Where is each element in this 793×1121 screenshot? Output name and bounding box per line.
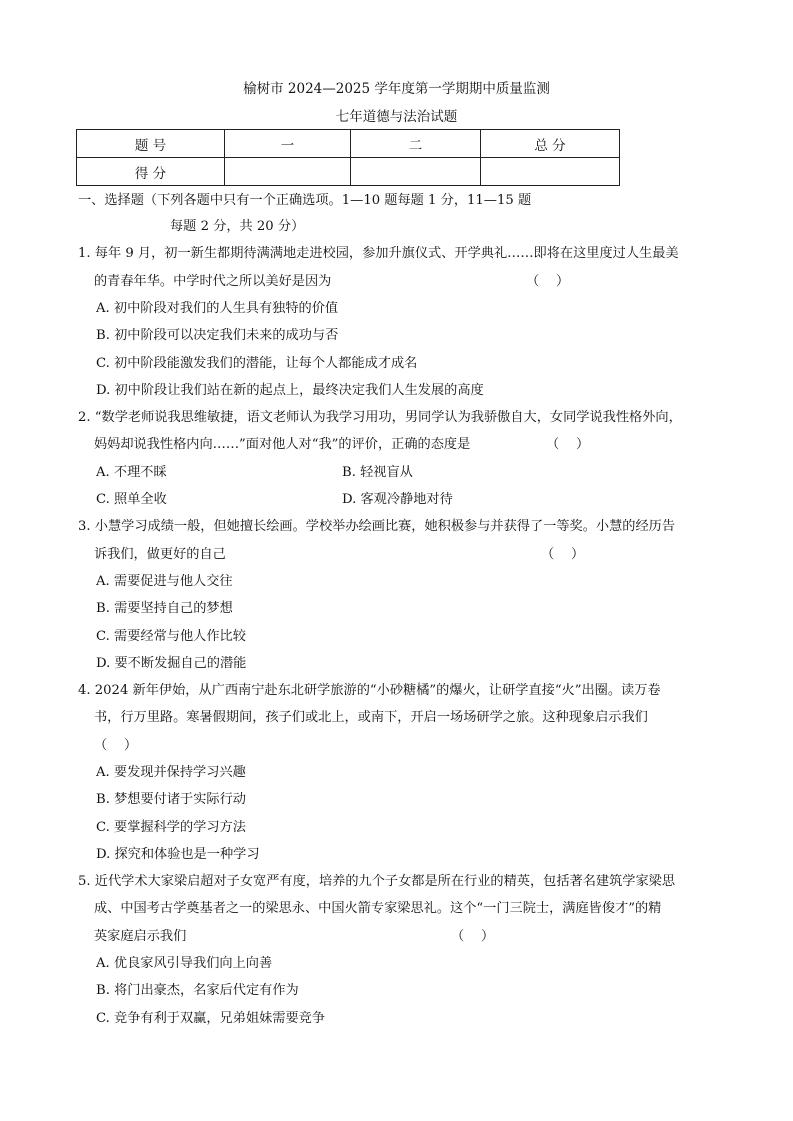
question-4-text-cont: 书，行万里路。寒暑假期间，孩子们或北上，或南下，开启一场场研学之旅。这种现象启示我们 bbox=[94, 710, 648, 725]
option-d[interactable]: D. 客观冷静地对待 bbox=[342, 492, 453, 507]
question-1-text: 1. 每年 9 月，初一新生都期待满满地走进校园，参加升旗仪式、开学典礼……即将在这里度过人生最美 bbox=[78, 246, 679, 261]
option-c[interactable]: C. 初中阶段能激发我们的潜能，让每个人都能成才成名 bbox=[96, 356, 418, 371]
exam-title: 榆树市 2024—2025 学年度第一学期期中质量监测 bbox=[243, 81, 550, 97]
section-heading-cont: 每题 2 分，共 20 分） bbox=[170, 219, 305, 234]
option-c[interactable]: C. 竞争有利于双赢，兄弟姐妹需要竞争 bbox=[96, 1011, 326, 1026]
score-entry-cell[interactable] bbox=[225, 158, 351, 186]
option-c[interactable]: C. 需要经常与他人作比较 bbox=[96, 629, 246, 644]
option-b[interactable]: B. 梦想要付诸于实际行动 bbox=[96, 792, 246, 807]
score-table-header-row bbox=[77, 130, 620, 158]
question-4-text: 4. 2024 新年伊始，从广西南宁赴东北研学旅游的“小砂糖橘”的爆火，让研学直接“火”出圈。读万卷 bbox=[78, 683, 661, 698]
score-table-cell: 一 bbox=[225, 130, 351, 158]
question-2-text-cont: 妈妈却说我性格内向……”面对他人对“我”的评价，正确的态度是 bbox=[94, 437, 471, 452]
option-b[interactable]: B. 初中阶段可以决定我们未来的成功与否 bbox=[96, 328, 339, 343]
answer-blank[interactable]: （ ） bbox=[541, 547, 585, 562]
score-entry-cell[interactable] bbox=[351, 158, 481, 186]
question-1-text-cont: 的青春年华。中学时代之所以美好是因为 bbox=[94, 274, 332, 289]
option-c[interactable]: C. 照单全收 bbox=[96, 492, 167, 507]
option-d[interactable]: D. 要不断发掘自己的潜能 bbox=[96, 656, 247, 671]
question-5-text-cont: 成、中国考古学奠基者之一的梁思永、中国火箭专家梁思礼。这个“一门三院士，满庭皆俊才”的精 bbox=[94, 901, 662, 916]
score-table-cell: 总 分 bbox=[481, 130, 620, 158]
question-3-text-cont: 诉我们，做更好的自己 bbox=[94, 547, 226, 562]
answer-blank[interactable]: （ ） bbox=[94, 738, 138, 753]
score-table-cell: 题 号 bbox=[77, 130, 225, 158]
score-table-score-row bbox=[77, 158, 620, 186]
option-a[interactable]: A. 要发现并保持学习兴趣 bbox=[96, 765, 246, 780]
option-a[interactable]: A. 初中阶段对我们的人生具有独特的价值 bbox=[96, 301, 339, 316]
question-3-text: 3. 小慧学习成绩一般，但她擅长绘画。学校举办绘画比赛，她积极参与并获得了一等奖。小慧的经历告 bbox=[78, 519, 676, 534]
score-entry-cell[interactable] bbox=[481, 158, 620, 186]
answer-blank[interactable]: （ ） bbox=[526, 274, 570, 289]
question-5-text: 5. 近代学术大家梁启超对子女宽严有度，培养的九个子女都是所在行业的精英，包括著名建筑学家梁思 bbox=[78, 874, 676, 889]
option-a[interactable]: A. 不理不睬 bbox=[96, 465, 167, 480]
score-table bbox=[76, 129, 620, 186]
option-b[interactable]: B. 将门出豪杰，名家后代定有作为 bbox=[96, 983, 299, 998]
exam-subtitle: 七年道德与法治试题 bbox=[335, 109, 458, 125]
question-2-text: 2. “数学老师说我思维敏捷，语文老师认为我学习用功，男同学认为我骄傲自大，女同学说我性格外向， bbox=[78, 410, 682, 425]
option-c[interactable]: C. 要掌握科学的学习方法 bbox=[96, 820, 246, 835]
question-5-text-cont: 英家庭启示我们 bbox=[94, 929, 187, 944]
section-heading: 一、选择题（下列各题中只有一个正确选项。1—10 题每题 1 分，11—15 题 bbox=[78, 193, 532, 208]
option-d[interactable]: D. 探究和体验也是一种学习 bbox=[96, 847, 260, 862]
option-a[interactable]: A. 需要促进与他人交往 bbox=[96, 574, 233, 589]
option-d[interactable]: D. 初中阶段让我们站在新的起点上，最终决定我们人生发展的高度 bbox=[96, 383, 484, 398]
answer-blank[interactable]: （ ） bbox=[451, 929, 495, 944]
score-table-cell: 二 bbox=[351, 130, 481, 158]
option-b[interactable]: B. 轻视盲从 bbox=[342, 465, 413, 480]
option-b[interactable]: B. 需要坚持自己的梦想 bbox=[96, 601, 233, 616]
score-table-cell: 得 分 bbox=[77, 158, 225, 186]
option-a[interactable]: A. 优良家风引导我们向上向善 bbox=[96, 956, 273, 971]
answer-blank[interactable]: （ ） bbox=[546, 437, 590, 452]
